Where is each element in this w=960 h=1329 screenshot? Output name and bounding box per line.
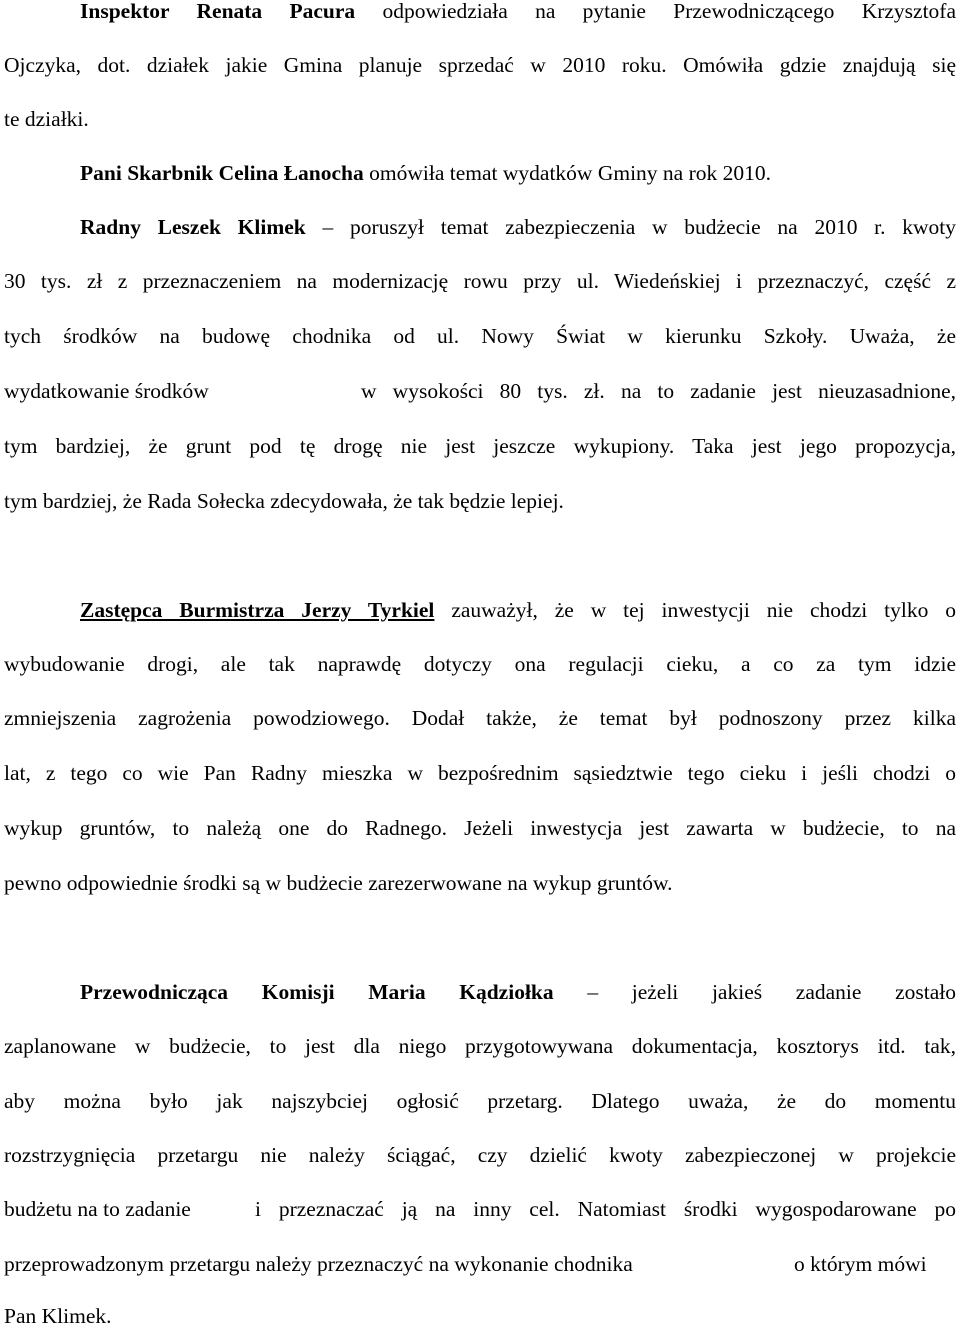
p4-text-1: zauważył, że w tej inwestycji nie chodzi tylko o xyxy=(451,598,957,622)
p5-line-3: aby można było jak najszybciej ogłosić przetarg. Dlatego uważa, że do momentu xyxy=(4,1089,956,1113)
p5-line-5b: i przeznaczać ją na inny cel. Natomiast środki wygospodarowane po xyxy=(255,1197,956,1221)
p1-line-2: Ojczyka, dot. działek jakie Gmina planuje sprzedać w 2010 roku. Omówiła gdzie znajdują się xyxy=(4,53,956,77)
p5-line-5a: budżetu na to zadanie xyxy=(4,1197,191,1221)
p2-text-1: omówiła temat wydatków Gminy na rok 2010. xyxy=(369,161,772,185)
p5-line-7: Pan Klimek. xyxy=(4,1304,112,1328)
p5-line-6a: przeprowadzonym przetargu należy przeznaczyć na wykonanie chodnika xyxy=(4,1252,633,1276)
p5-text-1: – jeżeli jakieś zadanie zostało xyxy=(587,980,956,1004)
p3-line-1 xyxy=(80,214,956,240)
p4-line-6: pewno odpowiednie środki są w budżecie zarezerwowane na wykup gruntów. xyxy=(4,871,673,895)
p2-speaker: Pani Skarbnik Celina Łanocha xyxy=(80,161,364,185)
p3-line-3: tych środków na budowę chodnika od ul. Nowy Świat w kierunku Szkoły. Uważa, że xyxy=(4,324,956,348)
p3-line-4a: wydatkowanie środków xyxy=(4,379,209,403)
p3-line-4b: w wysokości 80 tys. zł. na to zadanie jest nieuzasadnione, xyxy=(361,379,956,403)
p4-line-3: zmniejszenia zagrożenia powodziowego. Dodał także, że temat był podnoszony przez kilka xyxy=(4,706,956,730)
p3-speaker: Radny Leszek Klimek xyxy=(80,215,306,239)
p5-line-6b: o którym mówi xyxy=(794,1252,927,1276)
p2-line-1 xyxy=(80,160,956,186)
p5-line-2: zaplanowane w budżecie, to jest dla niego przygotowywana dokumentacja, kosztorys itd. tak, xyxy=(4,1034,956,1058)
p1-text-1: odpowiedziała na pytanie Przewodniczącego Krzysztofa xyxy=(382,0,957,23)
p5-line-1 xyxy=(80,979,956,1005)
p4-line-4: lat, z tego co wie Pan Radny mieszka w bezpośrednim sąsiedztwie tego cieku i jeśli chodzi o xyxy=(4,761,956,785)
p1-line-1 xyxy=(80,0,956,24)
p1-speaker: Inspektor Renata Pacura xyxy=(80,0,356,23)
p4-speaker: Zastępca Burmistrza Jerzy Tyrkiel xyxy=(80,598,435,622)
p4-line-2: wybudowanie drogi, ale tak naprawdę dotyczy ona regulacji cieku, a co za tym idzie xyxy=(4,652,956,676)
p4-line-1 xyxy=(80,597,956,623)
p3-line-5: tym bardziej, że grunt pod tę drogę nie jest jeszcze wykupiony. Taka jest jego propozycja, xyxy=(4,434,956,458)
p3-line-2: 30 tys. zł z przeznaczeniem na modernizację rowu przy ul. Wiedeńskiej i przeznaczyć, część z xyxy=(4,269,956,293)
p3-line-6: tym bardziej, że Rada Sołecka zdecydowała, że tak będzie lepiej. xyxy=(4,489,564,513)
p5-speaker: Przewodnicząca Komisji Maria Kądziołka xyxy=(80,980,554,1004)
p4-line-5: wykup gruntów, to należą one do Radnego. Jeżeli inwestycja jest zawarta w budżecie, to na xyxy=(4,816,956,840)
p1-line-3: te działki. xyxy=(4,107,89,131)
p3-text-1: – poruszył temat zabezpieczenia w budżecie na 2010 r. kwoty xyxy=(322,215,956,239)
p5-line-4: rozstrzygnięcia przetargu nie należy ściągać, czy dzielić kwoty zabezpieczonej w projekcie xyxy=(4,1143,956,1167)
